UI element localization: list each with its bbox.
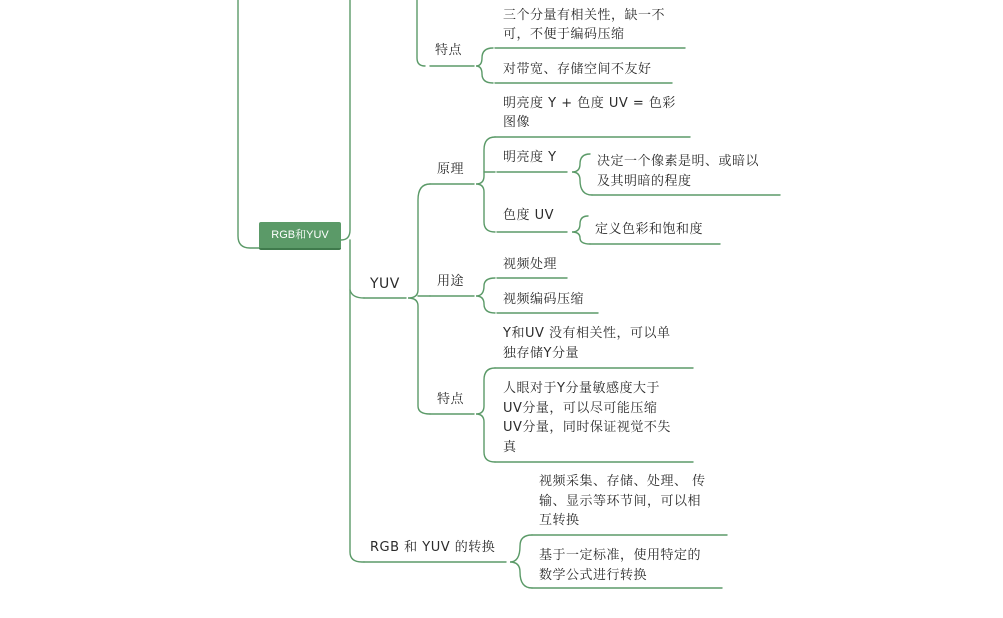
usage-item-2: 视频编码压缩 — [503, 292, 585, 307]
yuv-principle-label[interactable]: 原理 — [437, 162, 465, 177]
rgb-feature-1-line-1: 三个分量有相关性，缺一不 — [503, 8, 666, 23]
luma-desc-line-2: 及其明暗的程度 — [597, 174, 692, 189]
convert-item-2-line-1: 基于一定标准，使用特定的 — [539, 548, 702, 563]
convert-item-1-line-3: 互转换 — [539, 513, 580, 528]
principle-summary-line-1: 明亮度 Y + 色度 UV = 色彩 — [503, 96, 676, 111]
convert-item-2-line-2: 数学公式进行转换 — [539, 568, 648, 583]
yuv-feature-2-line-4: 真 — [503, 440, 517, 455]
yuv-usage-label[interactable]: 用途 — [437, 274, 465, 289]
luma-desc-line-1: 决定一个像素是明、或暗以 — [597, 154, 760, 169]
principle-summary-line-2: 图像 — [503, 115, 531, 130]
root-node[interactable]: RGB和YUV — [259, 222, 341, 250]
chroma-label[interactable]: 色度 UV — [503, 208, 555, 223]
chroma-desc: 定义色彩和饱和度 — [595, 222, 704, 237]
convert-item-1-line-1: 视频采集、存储、处理、 传 — [539, 474, 706, 489]
convert-item-1-line-2: 输、显示等环节间，可以相 — [539, 494, 702, 509]
rgb-feature-1-line-2: 可，不便于编码压缩 — [503, 27, 625, 42]
rgb-features-label[interactable]: 特点 — [435, 43, 463, 58]
yuv-feature-1-line-1: Y和UV 没有相关性，可以单 — [503, 326, 671, 341]
yuv-feature-1-line-2: 独存储Y分量 — [503, 346, 579, 361]
rgb-feature-2: 对带宽、存储空间不友好 — [503, 62, 652, 77]
luma-label[interactable]: 明亮度 Y — [503, 150, 557, 165]
yuv-features-label[interactable]: 特点 — [437, 392, 465, 407]
yuv-feature-2-line-3: UV分量，同时保证视觉不失 — [503, 420, 671, 435]
yuv-feature-2-line-1: 人眼对于Y分量敏感度大于 — [503, 381, 660, 396]
convert-node[interactable]: RGB 和 YUV 的转换 — [370, 540, 496, 555]
yuv-node[interactable]: YUV — [370, 276, 400, 292]
usage-item-1: 视频处理 — [503, 257, 558, 272]
yuv-feature-2-line-2: UV分量，可以尽可能压缩 — [503, 401, 658, 416]
